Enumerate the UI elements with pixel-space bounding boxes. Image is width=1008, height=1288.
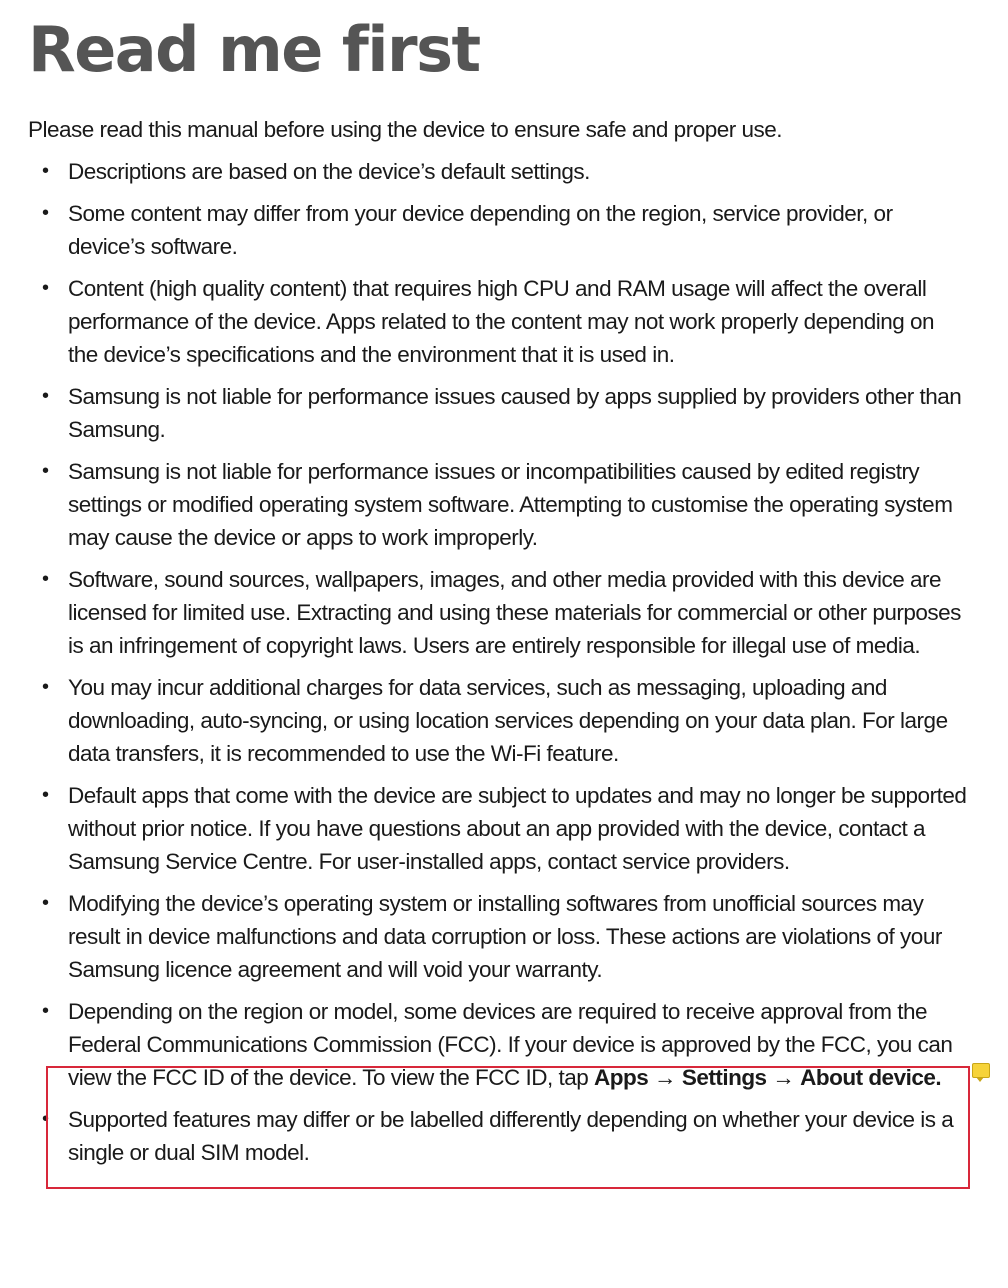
bullet-dot: • — [42, 460, 49, 482]
list-item-text: Default apps that come with the device are subject to updates and may no longer be supported without prior notice. If you have questions about an app provided with the device, contact a Samsung Service Centre. For user-installed apps, contact service providers. — [68, 783, 967, 874]
bullet-dot: • — [42, 784, 49, 806]
menu-path-settings: Settings — [681, 1065, 767, 1090]
bullet-list — [0, 155, 1008, 1178]
list-item-fcc — [0, 995, 1008, 1094]
list-item-text: Depending on the region or model, some devices are required to receive approval from the Federal Communications Commission (FCC). If your device is approved by the FCC, you can view the FCC ID of the device. To view the FCC ID, tap — [68, 999, 953, 1090]
intro-text: Please read this manual before using the device to ensure safe and proper use. — [28, 117, 783, 142]
list-item-text: You may incur additional charges for data services, such as messaging, uploading and downloading, auto-syncing, or using location services depending on your data plan. For large data transfers, it is recommended to use the Wi-Fi feature. — [68, 675, 948, 766]
list-item — [0, 272, 1008, 371]
menu-path-about-device: About device — [800, 1065, 936, 1090]
bullet-dot: • — [42, 160, 49, 182]
list-item — [0, 455, 1008, 554]
bullet-dot: • — [42, 676, 49, 698]
list-item-text: Supported features may differ or be labelled differently depending on whether your device is a single or dual SIM model. — [68, 1107, 954, 1165]
menu-path-arrow: → — [648, 1065, 682, 1090]
list-item — [0, 563, 1008, 662]
menu-path-end: . — [935, 1065, 942, 1090]
list-item-text: Descriptions are based on the device’s default settings. — [68, 159, 590, 184]
bullet-dot: • — [42, 1108, 49, 1130]
bullet-dot: • — [42, 892, 49, 914]
bullet-dot: • — [42, 202, 49, 224]
list-item-text: Samsung is not liable for performance issues or incompatibilities caused by edited registry settings or modified operating system software. Attempting to customise the operating system may cause the device or apps to work improperly. — [68, 459, 953, 550]
list-item-text: Some content may differ from your device depending on the region, service provider, or device’s software. — [68, 201, 893, 259]
list-item — [0, 380, 1008, 446]
page-title: Read me first — [28, 13, 480, 86]
bullet-dot: • — [42, 385, 49, 407]
list-item-text: Content (high quality content) that requires high CPU and RAM usage will affect the overall performance of the device. Apps related to the content may not work properly depending on the device’s specifications and the environment that it is used in. — [68, 276, 935, 367]
list-item — [0, 887, 1008, 986]
bullet-dot: • — [42, 277, 49, 299]
list-item-text: Modifying the device’s operating system or installing softwares from unofficial sources may result in device malfunctions and data corruption or loss. These actions are violations of your Samsung licence agreement and will void your warranty. — [68, 891, 942, 982]
list-item — [0, 155, 1008, 188]
bullet-dot: • — [42, 1000, 49, 1022]
list-item — [0, 197, 1008, 263]
menu-path-apps: Apps — [594, 1065, 649, 1090]
list-item — [0, 779, 1008, 878]
list-item-text: Samsung is not liable for performance issues caused by apps supplied by providers other than Samsung. — [68, 384, 962, 442]
menu-path-arrow: → — [766, 1065, 801, 1090]
bullet-dot: • — [42, 568, 49, 590]
sticky-note-icon[interactable] — [972, 1063, 990, 1078]
list-item — [0, 1103, 1008, 1169]
list-item — [0, 671, 1008, 770]
list-item-text: Software, sound sources, wallpapers, images, and other media provided with this device are licensed for limited use. Extracting and using these materials for commercial or other purposes is an infringement of copyright laws. Users are entirely responsible for illegal use of media. — [68, 567, 961, 658]
